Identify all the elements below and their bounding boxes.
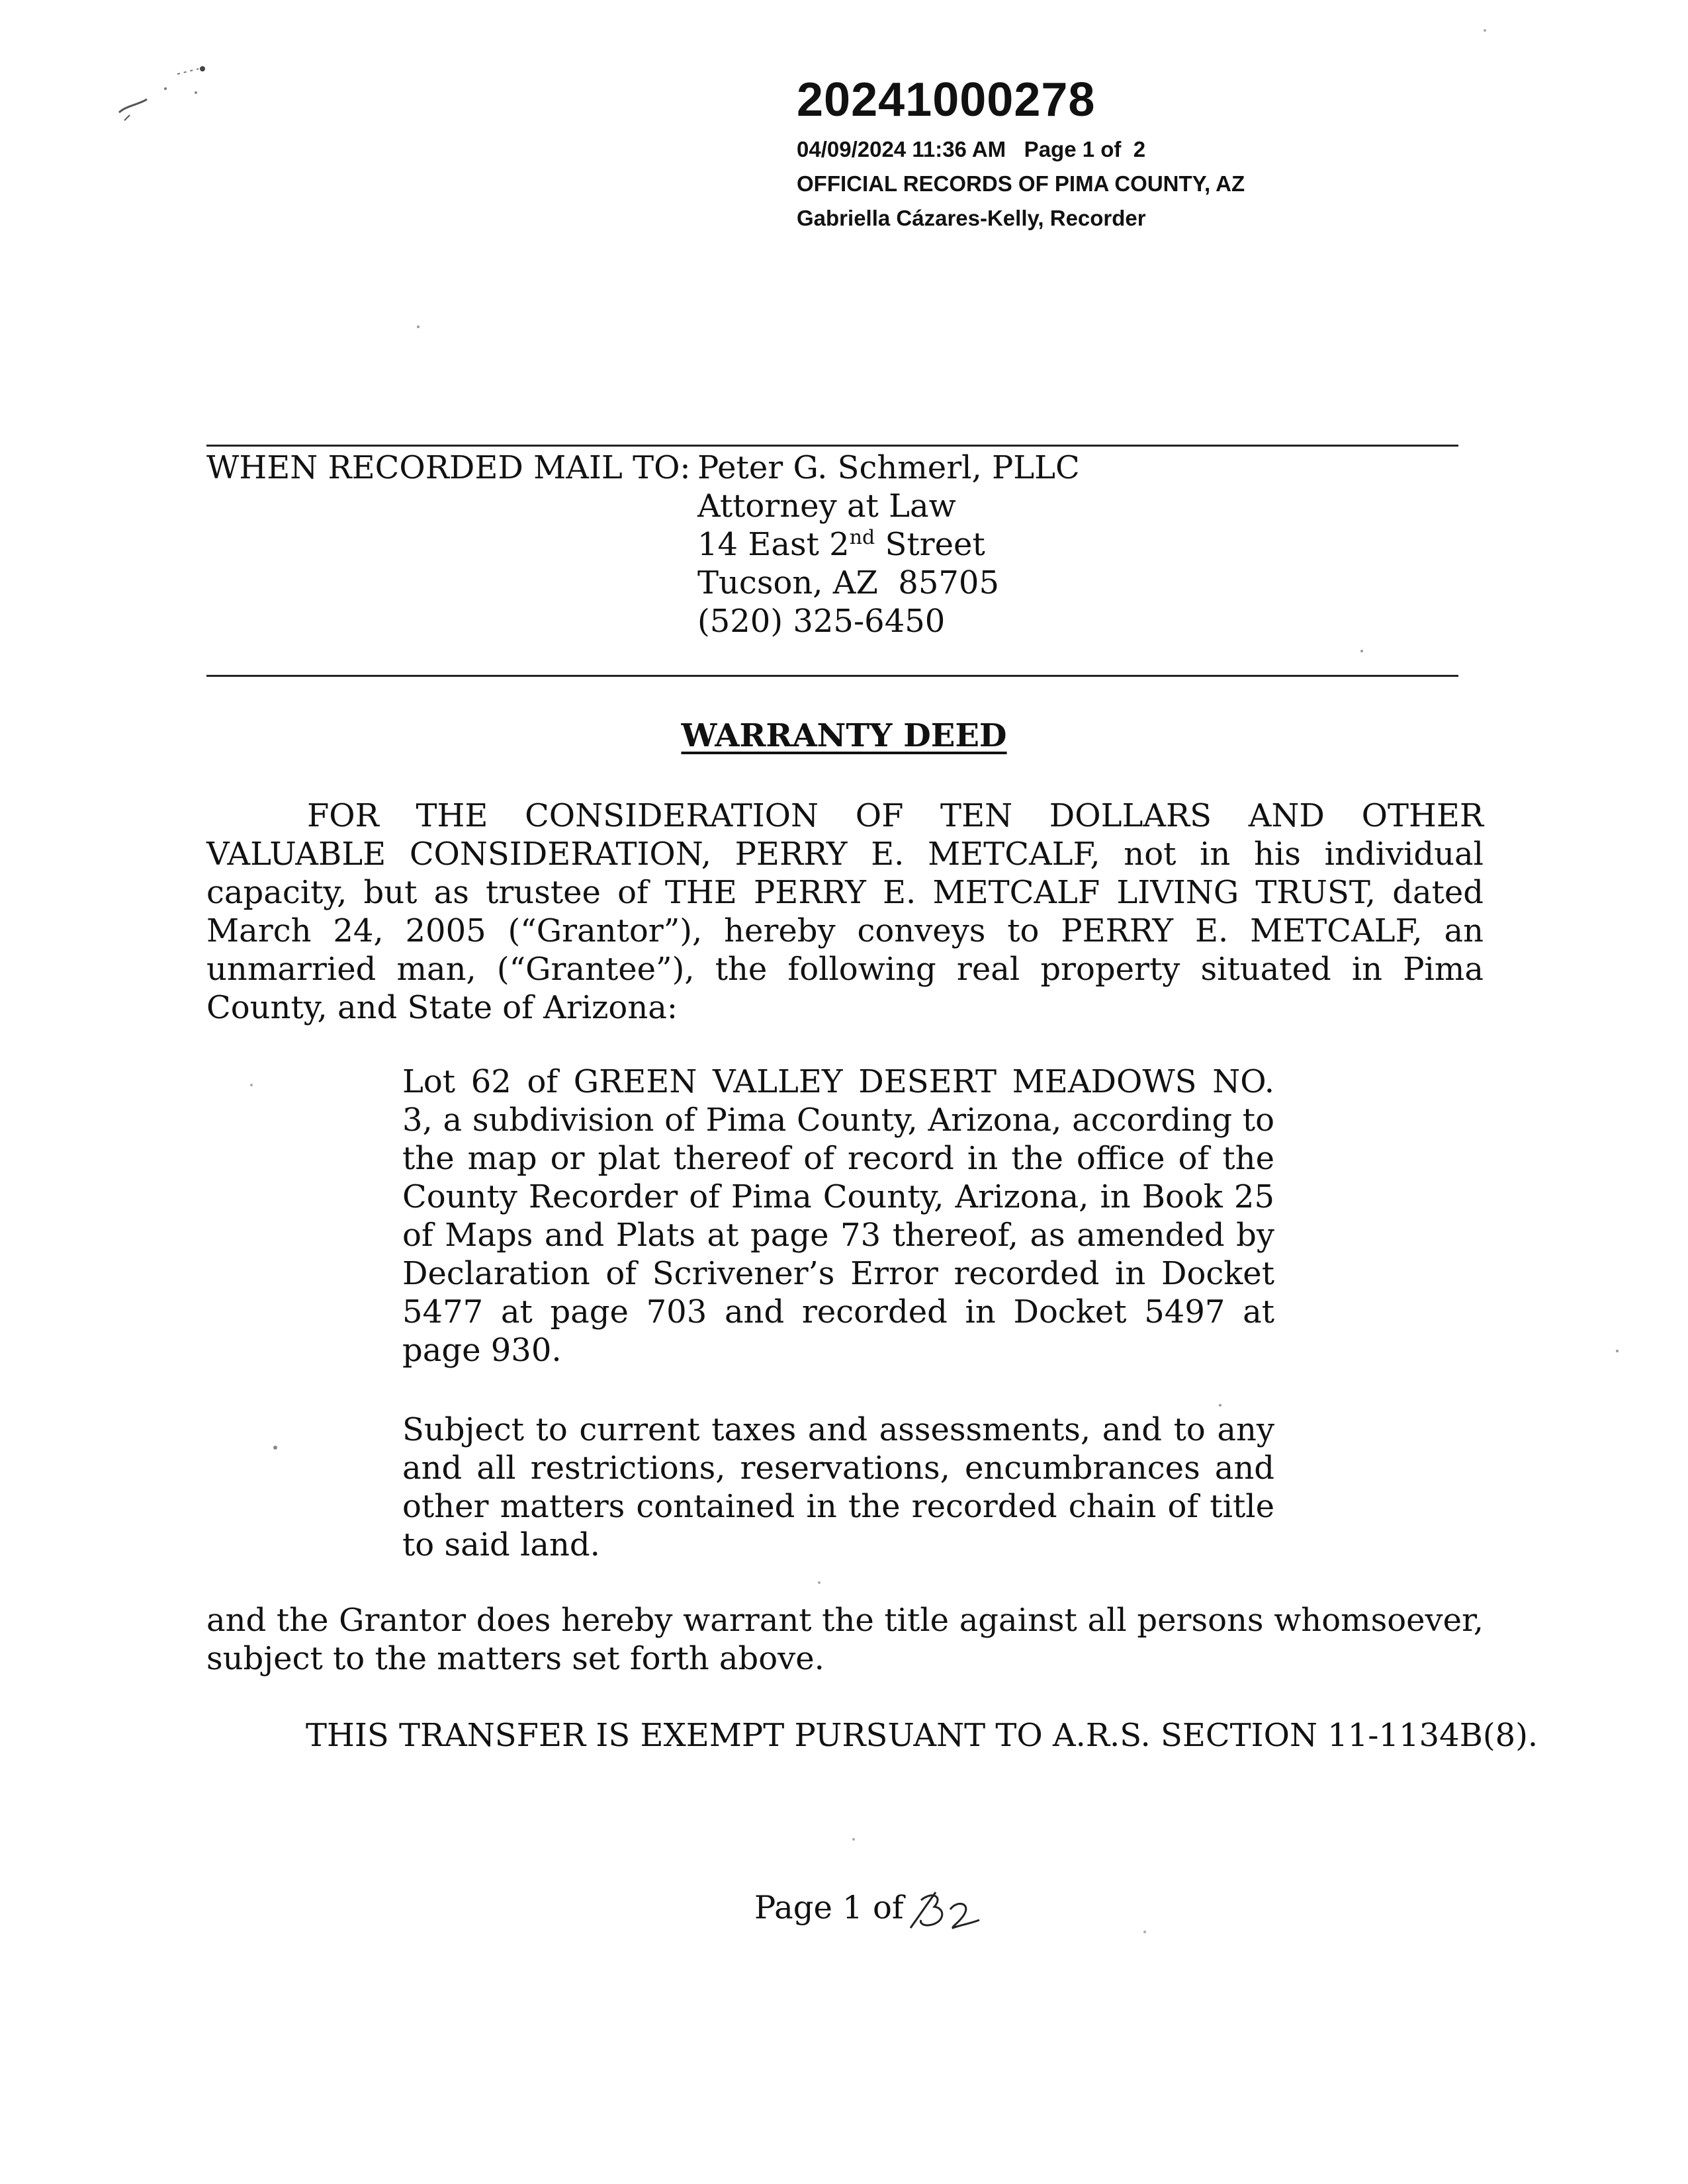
- top-divider: [206, 445, 1458, 447]
- mail-to-name: Peter G. Schmerl, PLLC: [697, 449, 1080, 486]
- page-label: Page 1 of: [754, 1889, 904, 1927]
- handwritten-page-count-mark: [905, 1887, 985, 1933]
- warranty-paragraph: and the Grantor does hereby warrant the title against all persons whomsoever, subject to the matters set forth above.: [206, 1602, 1484, 1677]
- recording-datetime: 04/09/2024 11:36 AM Page 1 of 2: [797, 137, 1146, 161]
- mail-to-label: WHEN RECORDED MAIL TO:: [206, 449, 691, 486]
- mail-to-street: 14 East 2nd Street: [697, 526, 985, 563]
- exemption-statement: THIS TRANSFER IS EXEMPT PURSUANT TO A.R.S. SECTION 11-1134B(8).: [306, 1717, 1538, 1754]
- page-footer: [754, 1887, 985, 1933]
- bottom-divider: [206, 675, 1458, 677]
- mail-to-phone: (520) 325-6450: [697, 603, 946, 640]
- recording-stamp: [797, 71, 1245, 236]
- mail-to-title: Attorney at Law: [697, 488, 956, 525]
- consideration-paragraph: FOR THE CONSIDERATION OF TEN DOLLARS AND OTHER VALUABLE CONSIDERATION, PERRY E. METCALF, not in his individual capacity, but as trustee of THE PERRY E. METCALF LIVING TRUST, dated March 24, 2005 (“Grantor”), hereby conveys to PERRY E. METCALF, an unmarried man, (“Grantee”), the following real property situated in Pima County, and State of Arizona:: [206, 797, 1484, 1026]
- legal-description: Lot 62 of GREEN VALLEY DESERT MEADOWS NO. 3, a subdivision of Pima County, Arizona, according to the map or plat thereof of record in the office of the County Recorder of Pima County, Arizona, in Book 25 of Maps and Plats at page 73 thereof, as amended by Declaration of Scrivener’s Error recorded in Docket 5477 at page 703 and recorded in Docket 5497 at page 930.: [402, 1063, 1274, 1369]
- official-records-line: OFFICIAL RECORDS OF PIMA COUNTY, AZ: [797, 171, 1245, 196]
- mail-to-city: Tucson, AZ 85705: [697, 564, 999, 601]
- mail-to-address: [697, 449, 1080, 640]
- recorder-line: Gabriella Cázares-Kelly, Recorder: [797, 206, 1146, 230]
- document-number: 20241000278: [797, 73, 1096, 126]
- subject-to-paragraph: Subject to current taxes and assessments, and to any and all restrictions, reservations, encumbrances and other matters contained in the recorded chain of title to said land.: [402, 1411, 1274, 1563]
- deed-title: WARRANTY DEED: [681, 717, 1007, 754]
